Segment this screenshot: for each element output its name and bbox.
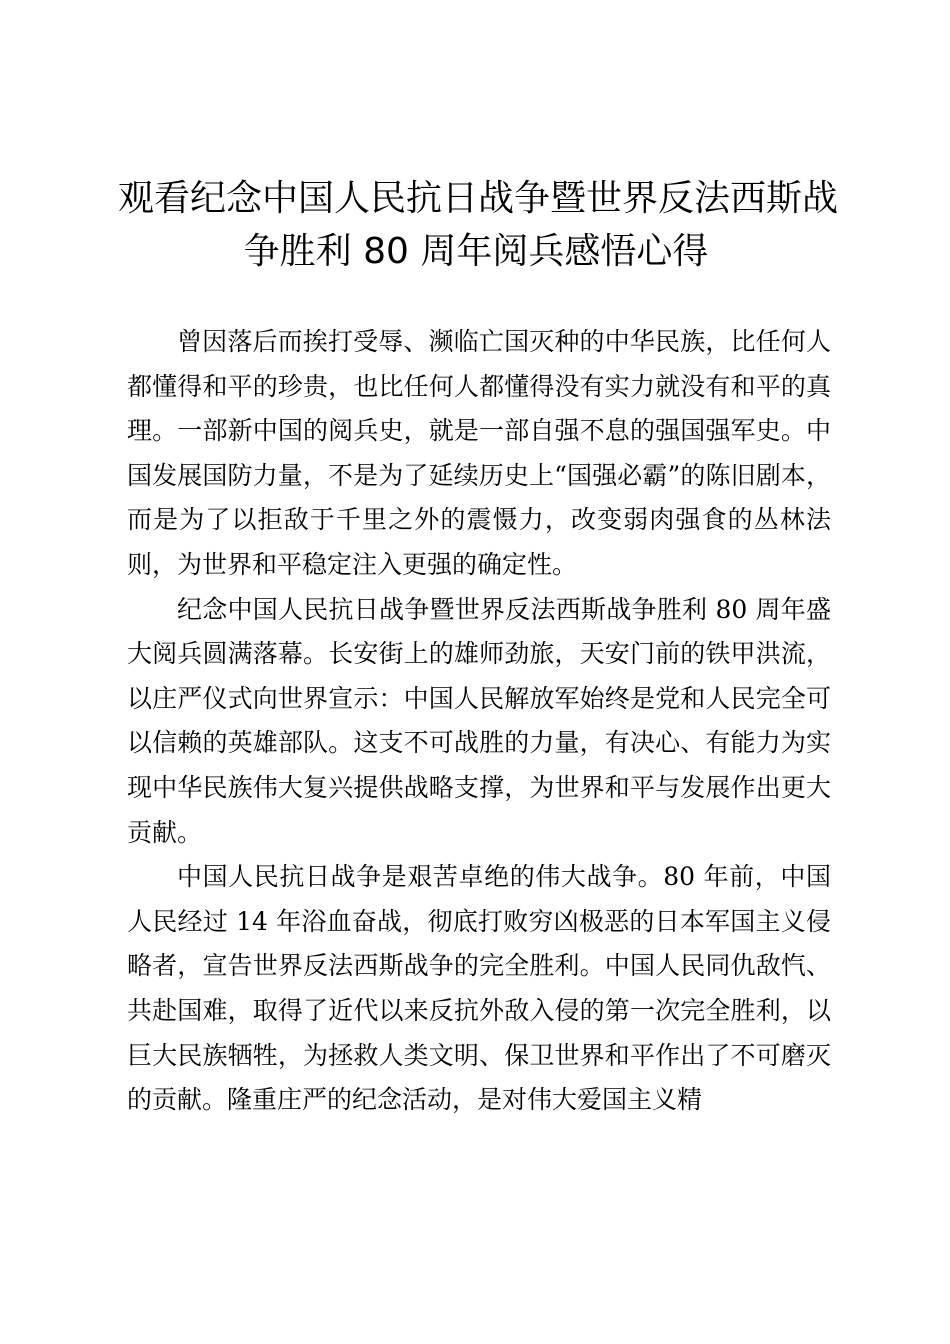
document-body — [127, 320, 831, 1123]
document-title — [118, 172, 839, 278]
title-line-1: 观看纪念中国人民抗日战争暨世界反法西斯战 — [118, 178, 839, 219]
title-line-2: 争胜利 80 周年阅兵感悟心得 — [243, 231, 709, 272]
body-paragraph-3: 中国人民抗日战争是艰苦卓绝的伟大战争。80 年前，中国人民经过 14 年浴血奋战，彻底打败穷凶极恶的日本军国主义侵略者，宣告世界反法西斯战争的完全胜利。中国人民同仇敌忾、共赴国难，取得了近代以来反抗外敌入侵的第一次完全胜利，以巨大民族牺牲，为拯救人类文明、保卫世界和平作出了不可磨灭的贡献。隆重庄严的纪念活动，是对伟大爱国主义精 — [127, 862, 831, 1115]
body-paragraph-1: 曾因落后而挨打受辱、濒临亡国灭种的中华民族，比任何人都懂得和平的珍贵，也比任何人都懂得没有实力就没有和平的真理。一部新中国的阅兵史，就是一部自强不息的强国强军史。中国发展国防力量，不是为了延续历史上“国强必霸”的陈旧剧本，而是为了以拒敌于千里之外的震慑力，改变弱肉强食的丛林法则，为世界和平稳定注入更强的确定性。 — [127, 327, 831, 579]
body-paragraph-2: 纪念中国人民抗日战争暨世界反法西斯战争胜利 80 周年盛大阅兵圆满落幕。长安街上的雄师劲旅，天安门前的铁甲洪流，以庄严仪式向世界宣示：中国人民解放军始终是党和人民完全可以信赖的英雄部队。这支不可战胜的力量，有决心、有能力为实现中华民族伟大复兴提供战略支撑，为世界和平与发展作出更大贡献。 — [127, 594, 831, 847]
